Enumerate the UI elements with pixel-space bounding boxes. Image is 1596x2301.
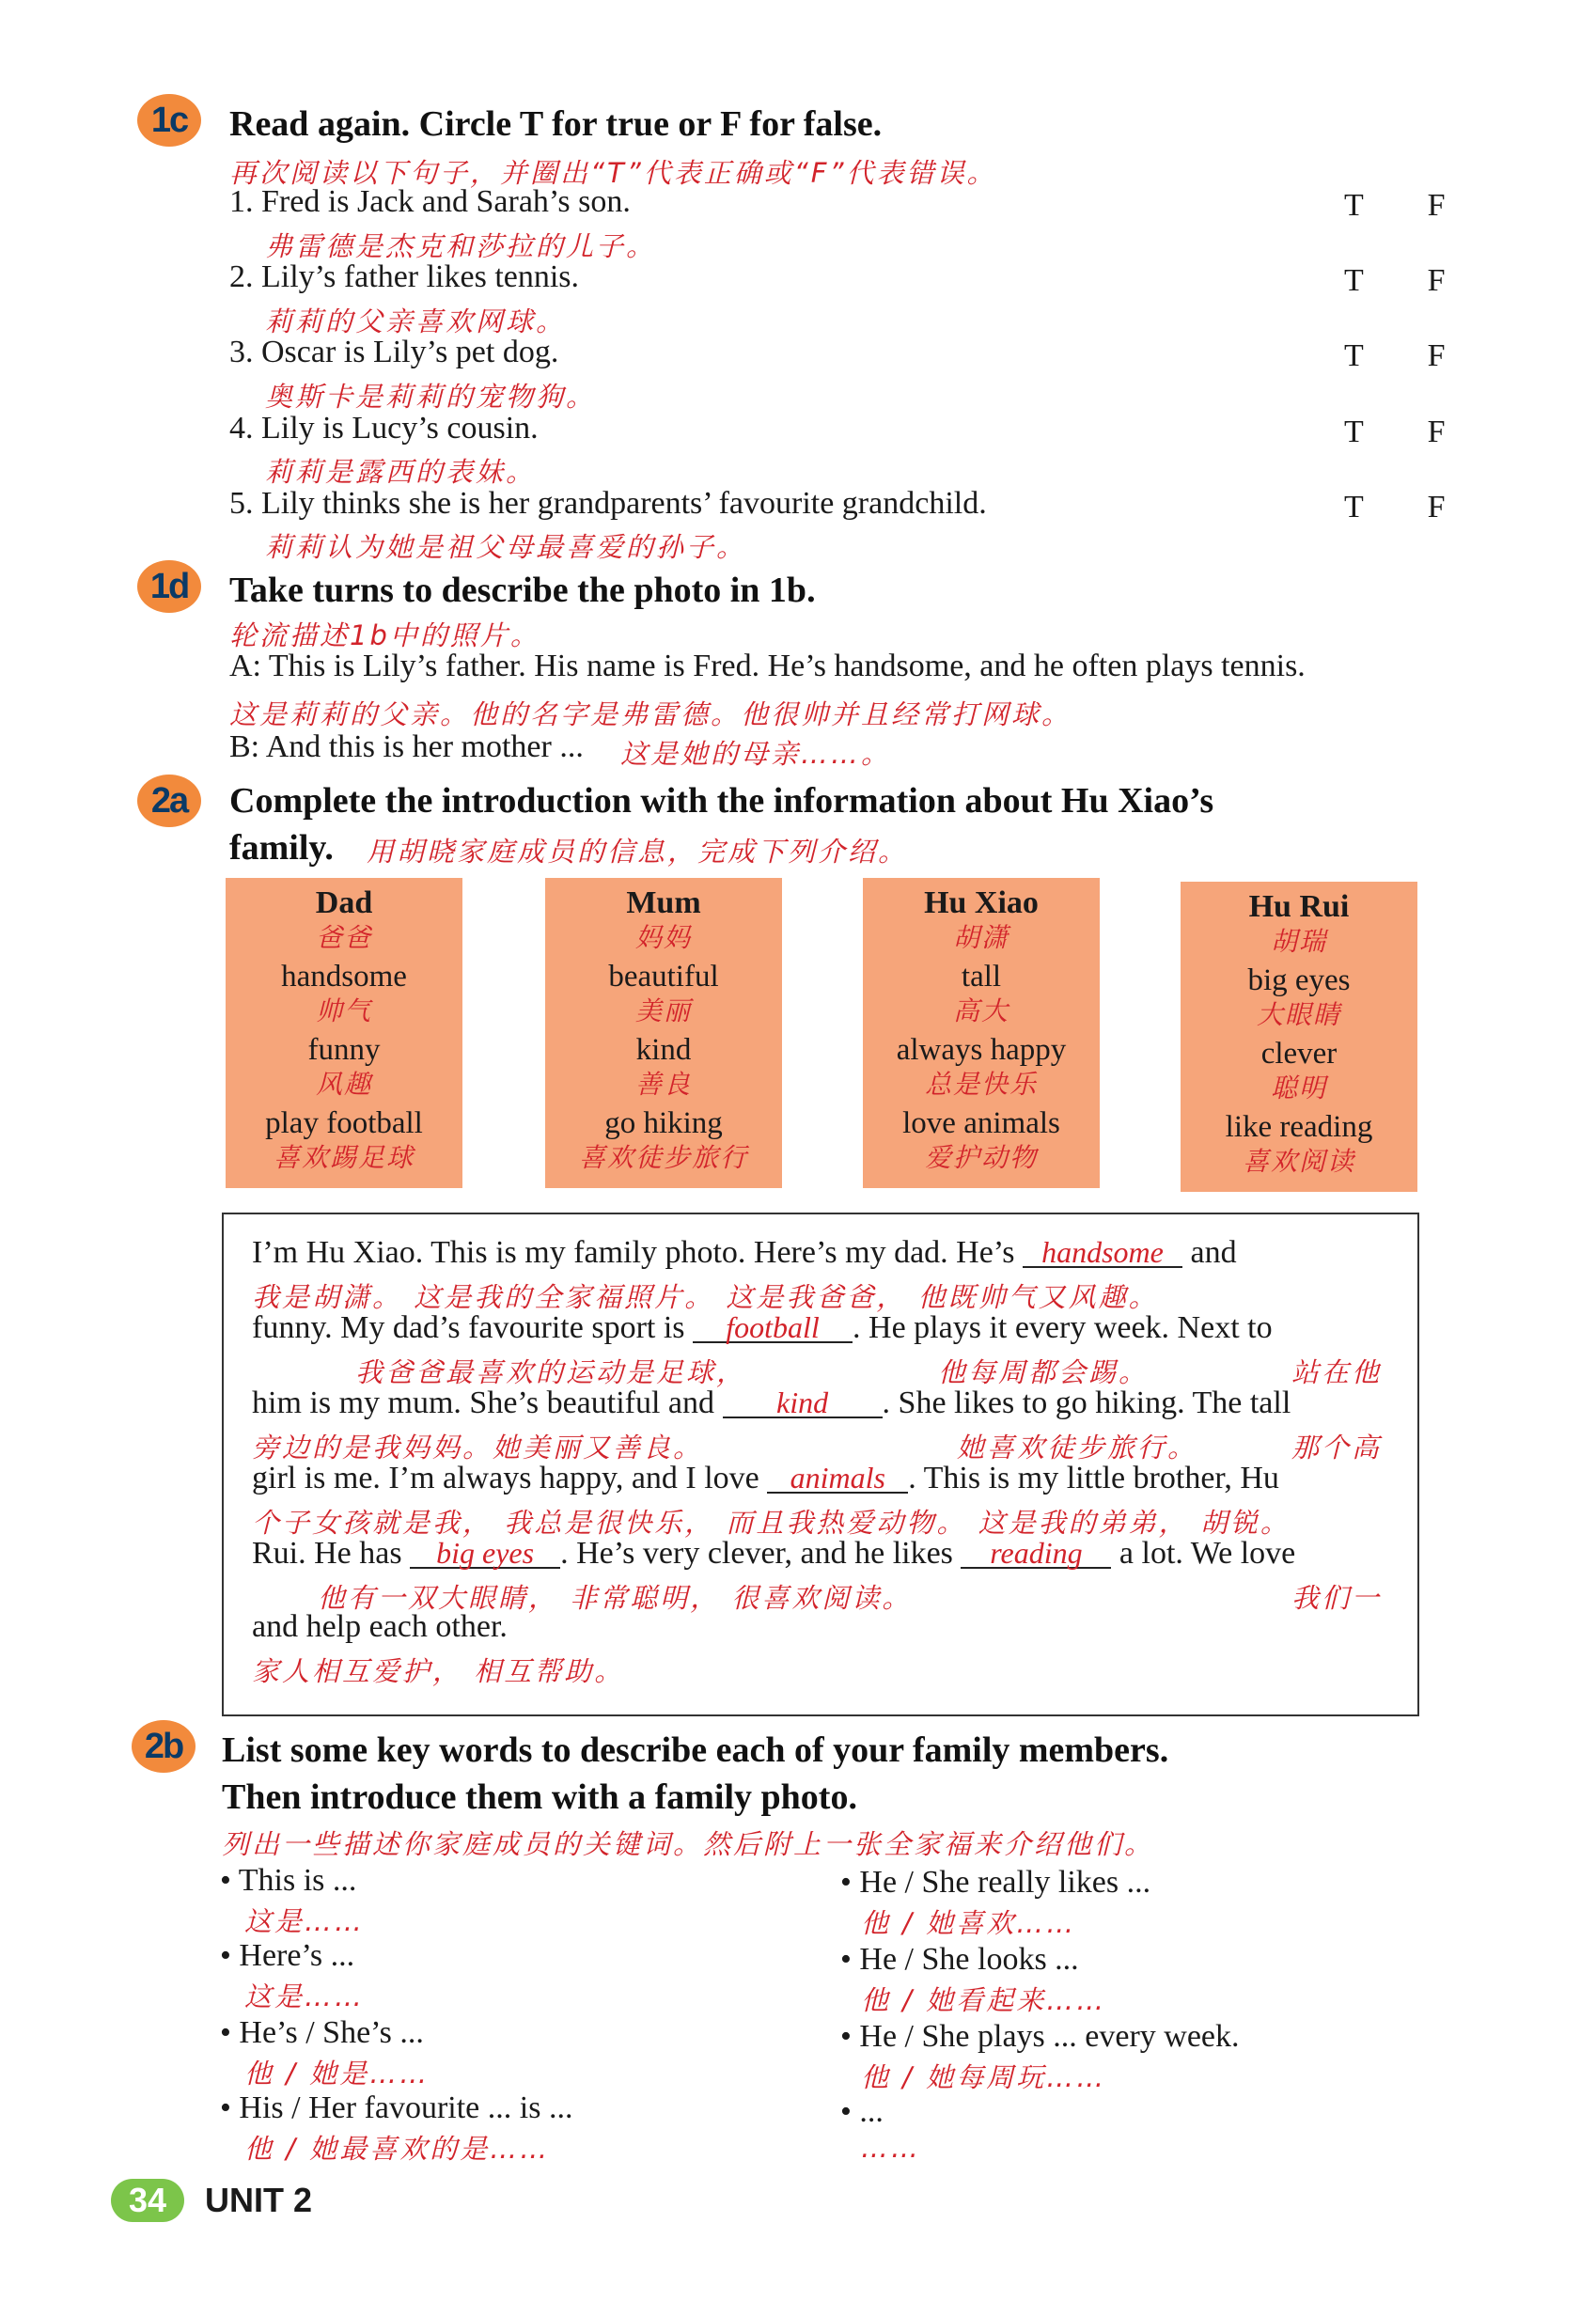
card-title: Hu Rui [1248, 889, 1350, 924]
card-word-zh: 风趣 [315, 1069, 372, 1100]
info-card-hu-rui [1181, 882, 1417, 1192]
section-badge-2b: 2b [132, 1720, 196, 1773]
section-title-zh-2b: 列出一些描述你家庭成员的关键词。然后附上一张全家福来介绍他们。 [222, 1828, 1155, 1860]
card-word: always happy [896, 1033, 1067, 1067]
section-title-2a-line2: family. [229, 828, 334, 868]
card-word: funny [307, 1033, 381, 1067]
section-title-1d: Take turns to describe the photo in 1b. [229, 571, 816, 610]
passage-zh-2a: 我爸爸最喜欢的运动是足球， [355, 1356, 747, 1388]
section-badge-2a: 2a [137, 775, 201, 827]
unit-label: UNIT 2 [205, 2181, 313, 2219]
card-word-zh: 大眼睛 [1256, 999, 1341, 1030]
card-word: big eyes [1247, 963, 1351, 997]
true-false-choice-4[interactable]: T F [1344, 415, 1474, 449]
statement-2: 2. Lily’s father likes tennis. [229, 259, 580, 294]
dialogue-a: A: This is Lily’s father. His name is Fred. He’s handsome, and he often plays tennis. [229, 649, 1306, 683]
card-title-zh: 爸爸 [315, 922, 372, 953]
passage-zh-2c: 站在他 [1291, 1356, 1383, 1388]
section-badge-1d: 1d [137, 560, 201, 613]
card-word-zh: 喜欢徒步旅行 [578, 1142, 748, 1173]
prompt-left-zh-2: 这是…… [244, 1980, 366, 2012]
answer-blank-1[interactable]: handsome [1023, 1238, 1182, 1268]
dialogue-b: B: And this is her mother ... [229, 729, 584, 764]
card-word-zh: 美丽 [634, 995, 692, 1026]
prompt-right-3: • He / She plays ... every week. [840, 2019, 1240, 2054]
card-word: like reading [1225, 1110, 1373, 1144]
section-badge-1c: 1c [137, 94, 201, 147]
section-title-zh-1d: 轮流描述1b中的照片。 [229, 619, 540, 651]
passage-line-5: Rui. He has big eyes . He’s very clever, and he likes reading a lot. We love [252, 1536, 1296, 1571]
passage-zh-5a: 他有一双大眼睛， 非常聪明， 很喜欢阅读。 [318, 1582, 913, 1614]
statement-zh-2: 莉莉的父亲喜欢网球。 [265, 305, 567, 337]
statement-5: 5. Lily thinks she is her grandparents’ favourite grandchild. [229, 486, 987, 521]
statement-4: 4. Lily is Lucy’s cousin. [229, 411, 539, 446]
passage-line-3: him is my mum. She’s beautiful and kind . She likes to go hiking. The tall [252, 1385, 1291, 1420]
info-card-hu-xiao [863, 878, 1100, 1188]
card-word: handsome [281, 960, 407, 994]
passage-zh-3b: 她喜欢徒步旅行。 [957, 1432, 1198, 1464]
dialogue-a-zh: 这是莉莉的父亲。他的名字是弗雷德。他很帅并且经常打网球。 [229, 698, 1072, 730]
info-card-dad [226, 878, 462, 1188]
prompt-right-zh-3: 他 / 她每周玩…… [861, 2061, 1107, 2093]
card-title: Dad [315, 885, 373, 920]
prompt-right-zh-1: 他 / 她喜欢…… [861, 1907, 1077, 1939]
prompt-right-zh-4: …… [861, 2132, 921, 2164]
statement-zh-3: 奥斯卡是莉莉的宠物狗。 [265, 381, 597, 413]
true-false-choice-1[interactable]: T F [1344, 188, 1474, 223]
statement-1: 1. Fred is Jack and Sarah’s son. [229, 184, 631, 219]
card-word-zh: 喜欢踢足球 [273, 1142, 415, 1173]
statement-3: 3. Oscar is Lily’s pet dog. [229, 335, 559, 369]
section-title-2b-line2: Then introduce them with a family photo. [222, 1777, 857, 1817]
dialogue-b-zh: 这是她的母亲……。 [620, 738, 892, 770]
prompt-left-4: • His / Her favourite ... is ... [220, 2090, 573, 2125]
passage-line-2: funny. My dad’s favourite sport is football . He plays it every week. Next to [252, 1310, 1273, 1345]
passage-zh-6: 家人相互爱护， 相互帮助。 [252, 1655, 625, 1687]
passage-line-6: and help each other. [252, 1609, 508, 1644]
prompt-right-2: • He / She looks ... [840, 1942, 1079, 1977]
card-word-zh: 总是快乐 [924, 1069, 1038, 1100]
prompt-left-zh-1: 这是…… [244, 1905, 366, 1937]
prompt-left-3: • He’s / She’s ... [220, 2015, 424, 2050]
card-word: clever [1260, 1037, 1338, 1071]
prompt-right-1: • He / She really likes ... [840, 1865, 1151, 1900]
card-word: beautiful [608, 960, 719, 994]
card-title-zh: 妈妈 [634, 922, 692, 953]
card-word: play football [265, 1106, 423, 1140]
passage-zh-4: 个子女孩就是我， 我总是很快乐， 而且我热爱动物。 这是我的弟弟， 胡锐。 [252, 1507, 1291, 1539]
statement-zh-1: 弗雷德是杰克和莎拉的儿子。 [265, 230, 657, 262]
card-word-zh: 高大 [952, 995, 1009, 1026]
info-card-mum [545, 878, 782, 1188]
introduction-passage [222, 1213, 1419, 1716]
statement-zh-5: 莉莉认为她是祖父母最喜爱的孙子。 [265, 531, 747, 563]
true-false-choice-5[interactable]: T F [1344, 490, 1474, 524]
passage-line-4: girl is me. I’m always happy, and I love animals . This is my little brother, Hu [252, 1461, 1279, 1495]
prompt-left-1: • This is ... [220, 1863, 357, 1898]
section-title-1c: Read again. Circle T for true or F for false. [229, 104, 883, 144]
section-title-2a: Complete the introduction with the information about Hu Xiao’s [229, 781, 1214, 821]
passage-zh-1: 我是胡潇。 这是我的全家福照片。 这是我爸爸， 他既帅气又风趣。 [252, 1281, 1159, 1313]
true-false-choice-2[interactable]: T F [1344, 263, 1474, 298]
prompt-left-zh-4: 他 / 她最喜欢的是…… [244, 2133, 551, 2165]
card-word-zh: 善良 [634, 1069, 692, 1100]
card-word: kind [635, 1033, 692, 1067]
section-title-2b: List some key words to describe each of your family members. [222, 1730, 1169, 1770]
true-false-choice-3[interactable]: T F [1344, 338, 1474, 373]
card-word-zh: 爱护动物 [924, 1142, 1038, 1173]
passage-zh-5b: 我们一 [1291, 1582, 1383, 1614]
section-title-zh-2a: 用胡晓家庭成员的信息，完成下列介绍。 [367, 836, 909, 868]
card-title-zh: 胡瑞 [1270, 926, 1327, 957]
card-title: Mum [626, 885, 701, 920]
statement-zh-4: 莉莉是露西的表妹。 [265, 456, 537, 488]
card-word-zh: 喜欢阅读 [1242, 1146, 1355, 1177]
card-word: love animals [902, 1106, 1060, 1140]
card-word-zh: 聪明 [1270, 1072, 1327, 1104]
section-title-zh-1c: 再次阅读以下句子，并圈出“T”代表正确或“F”代表错误。 [229, 157, 997, 189]
card-word: tall [961, 960, 1002, 994]
passage-line-1: I’m Hu Xiao. This is my family photo. Here’s my dad. He’s handsome and [252, 1235, 1237, 1270]
answer-blank-3[interactable]: kind [723, 1388, 883, 1418]
prompt-right-zh-2: 他 / 她看起来…… [861, 1984, 1107, 2016]
passage-zh-3c: 那个高 [1291, 1432, 1383, 1464]
card-title: Hu Xiao [924, 885, 1039, 920]
prompt-left-2: • Here’s ... [220, 1938, 355, 1973]
prompt-right-4: • ... [840, 2094, 884, 2129]
answer-blank-5[interactable]: big eyes [410, 1539, 560, 1569]
card-word: go hiking [604, 1106, 723, 1140]
answer-blank-4[interactable]: animals [767, 1464, 908, 1494]
card-word-zh: 帅气 [315, 995, 372, 1026]
prompt-left-zh-3: 他 / 她是…… [244, 2058, 430, 2090]
passage-zh-2b: 他每周都会踢。 [938, 1356, 1150, 1388]
page-number: 34 [111, 2179, 184, 2222]
answer-blank-2[interactable]: football [693, 1313, 853, 1343]
passage-zh-3a: 旁边的是我妈妈。她美丽又善良。 [252, 1432, 704, 1464]
answer-blank-6[interactable]: reading [961, 1539, 1111, 1569]
card-title-zh: 胡潇 [952, 922, 1009, 953]
